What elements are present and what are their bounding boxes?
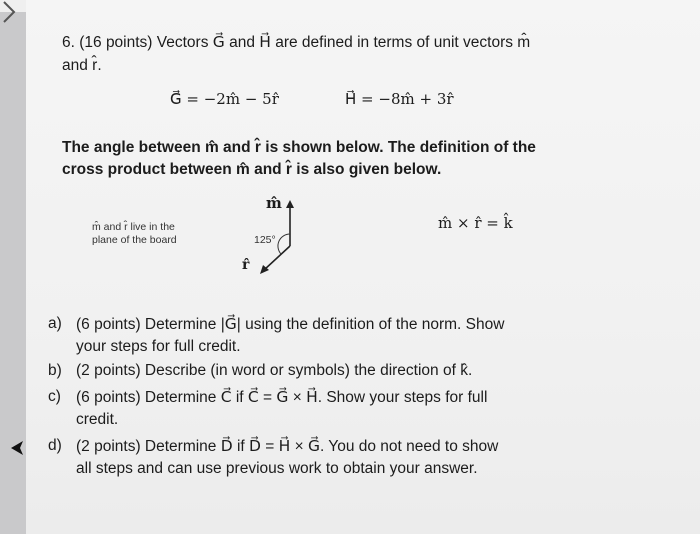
- mouse-cursor-icon: [10, 440, 26, 456]
- question-title-line1: 6. (16 points) Vectors G⃗ and H⃗ are defined in terms of unit vectors m̂: [62, 34, 531, 51]
- part-c-line1: (6 points) Determine C⃗ if C⃗ = G⃗ × H⃗. Show your steps for full: [76, 389, 488, 406]
- angle-text-line1: The angle between m̂ and r̂ is shown below. The definition of the: [62, 139, 536, 156]
- chevron-right-icon: [0, 0, 24, 24]
- part-c-letter: c): [48, 388, 61, 405]
- angle-label: 125°: [254, 234, 276, 246]
- diagram-note-line2: plane of the board: [92, 234, 177, 246]
- part-a-line1: (6 points) Determine |G⃗| using the definition of the norm. Show: [76, 316, 505, 333]
- equation-h: H⃗ = −8m̂ + 3r̂: [345, 90, 454, 108]
- equation-g: G⃗ = −2m̂ − 5r̂: [170, 90, 279, 108]
- question-title-line2: and r̂.: [62, 57, 102, 74]
- part-b-line1: (2 points) Describe (in word or symbols) the direction of k̂.: [76, 362, 473, 379]
- part-c-line2: credit.: [76, 411, 119, 428]
- diagram-note-line1: m̂ and r̂ live in the: [92, 221, 175, 233]
- part-b-letter: b): [48, 362, 62, 379]
- part-d-line1: (2 points) Determine D⃗ if D⃗ = H⃗ × G⃗. You do not need to show: [76, 438, 499, 455]
- r-label: r̂: [242, 257, 250, 273]
- cross-product-definition: m̂ × r̂ = k̂: [438, 214, 513, 232]
- part-a-letter: a): [48, 315, 62, 332]
- part-d-letter: d): [48, 437, 62, 454]
- r-axis-line: [264, 246, 290, 270]
- angle-text-line2: cross product between m̂ and r̂ is also given below.: [62, 161, 442, 178]
- m-label: m̂: [266, 194, 282, 212]
- part-a-line2: your steps for full credit.: [76, 338, 241, 355]
- m-arrowhead: [286, 200, 294, 208]
- part-d-line2: all steps and can use previous work to obtain your answer.: [76, 460, 478, 477]
